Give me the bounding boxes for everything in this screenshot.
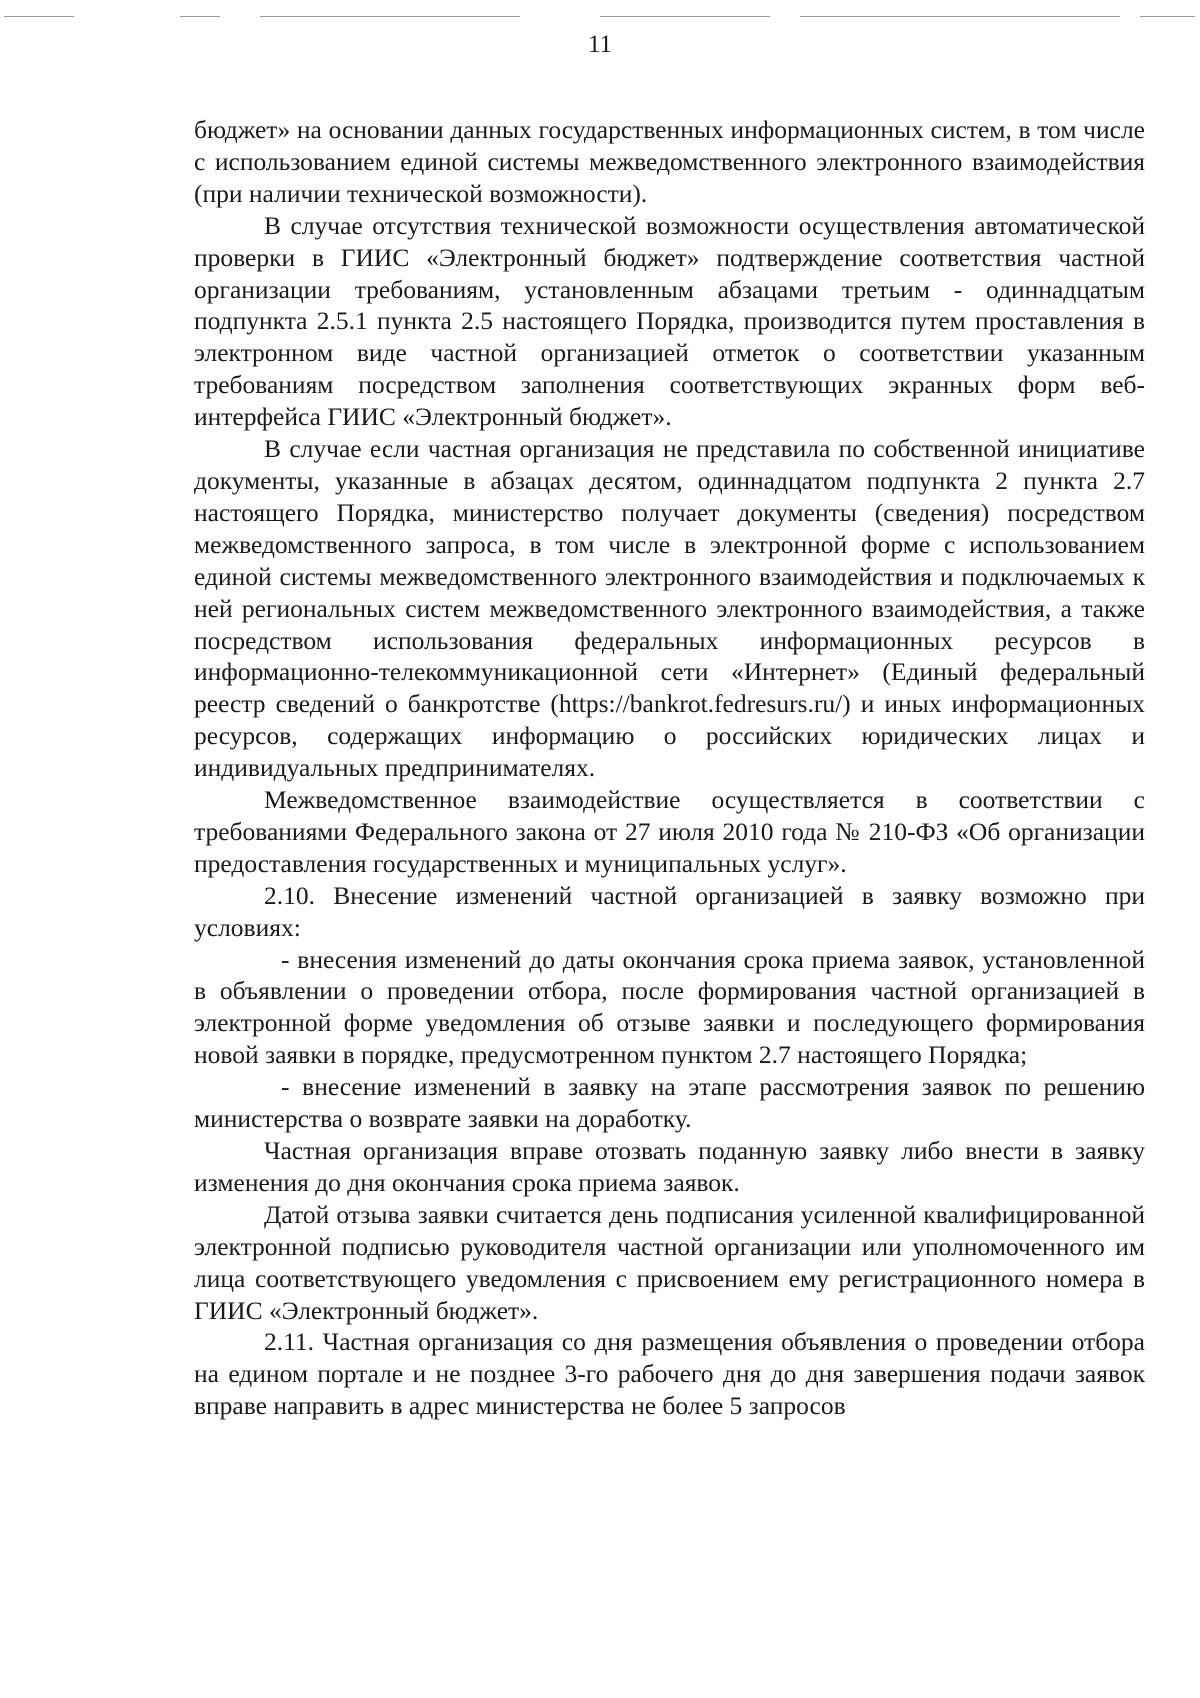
paragraph-interagency-cooperation: Межведомственное взаимодействие осуществляется в соответствии с требованиями Федерального закона от 27 июля 2010 года № 210-ФЗ «Об организации предоставления государственных и муниципальных услуг». <box>194 785 1145 878</box>
list-item-changes-before-deadline: - внесения изменений до даты окончания срока приема заявок, установленной в объявлении о проведении отбора, после формирования частной организацией в электронной форме уведомления об отзыве заявки и последующего формирования новой заявки в порядке, предусмотренном пунктом 2.7 настоящего Порядка; <box>194 944 1145 1070</box>
paragraph-section-2-10: 2.10. Внесение изменений частной организацией в заявку возможно при условиях: <box>194 880 1145 942</box>
paragraph-withdrawal-date: Датой отзыва заявки считается день подписания усиленной квалифицированной электронной подписью руководителя частной организации или уполномоченного им лица соответствующего уведомления с присвоением ему регистрационного номера в ГИИС «Электронный бюджет». <box>194 1199 1145 1325</box>
document-body <box>194 114 1145 1422</box>
paragraph-no-technical-possibility: В случае отсутствия технической возможности осуществления автоматической проверки в ГИИС «Электронный бюджет» подтверждение соответствия частной организации требованиям, установленным абзацами третьим - одиннадцатым подпункта 2.5.1 пункта 2.5 настоящего Порядка, производится путем проставления в электронном виде частной организацией отметок о соответствии указанным требованиям посредством заполнения соответствующих экранных форм веб-интерфейса ГИИС «Электронный бюджет». <box>194 210 1145 432</box>
paragraph-interagency-request: В случае если частная организация не представила по собственной инициативе документы, указанные в абзацах десятом, одиннадцатом подпункта 2 пункта 2.7 настоящего Порядка, министерство получает документы (сведения) посредством межведомственного запроса, в том числе в электронной форме с использованием единой системы межведомственного электронного взаимодействия и подключаемых к ней региональных систем межведомственного электронного взаимодействия, а также посредством использования федеральных информационных ресурсов в информационно-телекоммуникационной сети «Интернет» (Единый федеральный реестр сведений о банкротстве (https://bankrot.fedresurs.ru/) и иных информационных ресурсов, содержащих информацию о российских юридических лицах и индивидуальных предпринимателях. <box>194 434 1145 783</box>
paragraph-withdraw-application: Частная организация вправе отозвать поданную заявку либо внести в заявку изменения до дня окончания срока приема заявок. <box>194 1136 1145 1197</box>
paragraph-continuation: бюджет» на основании данных государственных информационных систем, в том числе с использованием единой системы межведомственного электронного взаимодействия (при наличии технической возможности). <box>194 115 1145 208</box>
page-number: 11 <box>587 31 613 58</box>
list-item-changes-on-review: - внесение изменений в заявку на этапе рассмотрения заявок по решению министерства о возврате заявки на доработку. <box>194 1072 1145 1134</box>
paragraph-section-2-11: 2.11. Частная организация со дня размещения объявления о проведении отбора на едином портале и не позднее 3-го рабочего дня до дня завершения подачи заявок вправе направить в адрес министерства не более 5 запросов <box>194 1327 1145 1421</box>
scan-edge-artifact <box>0 12 1200 20</box>
